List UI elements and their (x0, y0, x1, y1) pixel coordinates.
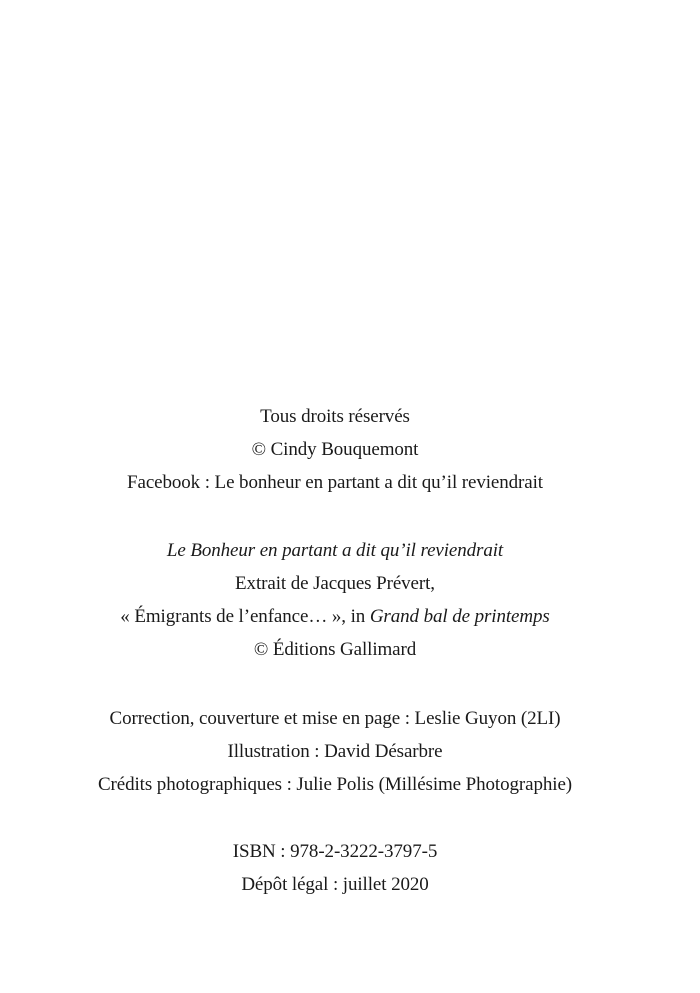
isbn-line: ISBN : 978-2-3222-3797-5 (232, 841, 438, 862)
facebook-line: Facebook : Le bonheur en partant a dit qu’il reviendrait (127, 472, 543, 493)
legal-block (0, 835, 670, 901)
rights-block (0, 400, 670, 499)
photo-credit: Crédits photographiques : Julie Polis (Millésime Photographie) (97, 774, 573, 795)
quote-prefix: « Émigrants de l’enfance… », in (120, 606, 370, 627)
copyright-author: © Cindy Bouquemont (251, 439, 419, 460)
credits-block (0, 702, 670, 801)
publisher-line: © Éditions Gallimard (253, 639, 417, 660)
quote-work-title: Grand bal de printemps (369, 606, 550, 627)
quote-line (0, 600, 670, 633)
legal-deposit-line: Dépôt légal : juillet 2020 (241, 874, 429, 895)
source-block (0, 534, 670, 666)
correction-credit: Correction, couverture et mise en page : Leslie Guyon (2LI) (109, 708, 561, 729)
extract-line: Extrait de Jacques Prévert, (235, 573, 435, 594)
rights-statement: Tous droits réservés (260, 406, 410, 427)
illustration-credit: Illustration : David Désarbre (227, 741, 443, 762)
book-title: Le Bonheur en partant a dit qu’il reviendrait (166, 540, 504, 561)
